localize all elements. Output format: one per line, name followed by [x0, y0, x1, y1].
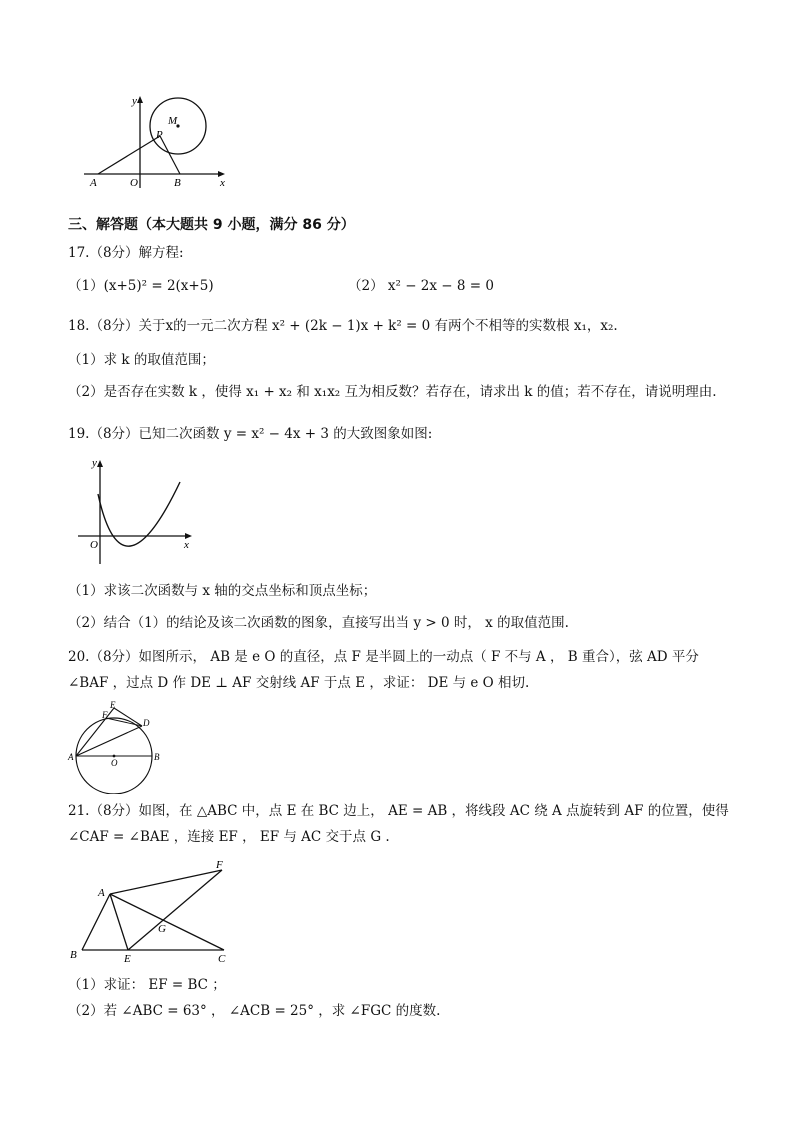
q17-part2: （2） x² − 2x − 8 = 0 [348, 278, 494, 294]
q21-part1: （1）求证： EF = BC ； [68, 977, 226, 993]
fig16-label-a: A [90, 177, 97, 189]
q18-part2: （2）是否存在实数 k ，使得 x₁ + x₂ 和 x₁x₂ 互为相反数？若存在，请求出 k 的值；若不存在，请说明理由. [68, 384, 717, 400]
fig16-label-b: B [174, 177, 181, 189]
q18-part1: （1）求 k 的取值范围； [68, 352, 215, 368]
fig16-label-m: M [168, 115, 178, 127]
q17-part1: （1）(x+5)² = 2(x+5) [68, 278, 214, 294]
q20-fig-label-o: O [111, 758, 118, 768]
q20-stem-line1: 20.（8分）如图所示， AB 是 e O 的直径，点 F 是半圆上的一动点（ F 不与 A ， B 重合），弦 AD 平分 [68, 649, 699, 665]
fig16-label-y: y [132, 95, 137, 107]
figure-parabola [76, 454, 196, 566]
q21-fig-label-b: B [70, 949, 77, 961]
q19-fig-label-y: y [92, 457, 97, 469]
q20-fig-label-f: F [102, 710, 108, 720]
q21-part2: （2）若 ∠ABC = 63° ， ∠ACB = 25° ，求 ∠FGC 的度数. [68, 1003, 441, 1019]
q19-fig-label-x: x [184, 539, 189, 551]
section-title: 三、解答题（本大题共 9 小题，满分 86 分） [68, 217, 355, 233]
q21-fig-label-f: F [216, 859, 223, 871]
fig16-label-o: O [130, 177, 138, 189]
q19-part1: （1）求该二次函数与 x 轴的交点坐标和顶点坐标； [68, 583, 377, 599]
q19-stem: 19.（8分）已知二次函数 y = x² − 4x + 3 的大致图象如图: [68, 426, 433, 442]
q20-fig-label-e: E [110, 700, 116, 710]
fig16-label-p: P [156, 129, 163, 141]
q21-fig-label-c: C [218, 953, 226, 965]
q20-fig-label-d: D [143, 718, 150, 728]
q21-stem-line1: 21.（8分）如图，在 △ABC 中，点 E 在 BC 边上， AE = AB ，将线段 AC 绕 A 点旋转到 AF 的位置，使得 [68, 803, 729, 819]
q19-fig-label-o: O [90, 539, 98, 551]
q19-part2: （2）结合（1）的结论及该二次函数的图象，直接写出当 y > 0 时， x 的取值范围. [68, 615, 569, 631]
q20-fig-label-a: A [68, 752, 74, 762]
figure-circle-coordinate [80, 88, 230, 192]
figure-triangles [66, 858, 236, 968]
q21-fig-label-a: A [98, 887, 105, 899]
q21-fig-label-e: E [124, 953, 131, 965]
figure-circle-tangent [66, 700, 166, 794]
q17-stem: 17.（8分）解方程: [68, 245, 184, 261]
q20-stem-line2: ∠BAF ，过点 D 作 DE ⊥ AF 交射线 AF 于点 E ，求证： DE 与 e O 相切. [68, 675, 530, 691]
q18-stem: 18.（8分）关于x的一元二次方程 x² + (2k − 1)x + k² = 0 有两个不相等的实数根 x₁，x₂. [68, 318, 618, 334]
q20-fig-label-b: B [154, 752, 160, 762]
q21-fig-label-g: G [158, 923, 166, 935]
fig16-label-x: x [220, 177, 225, 189]
q21-stem-line2: ∠CAF = ∠BAE ，连接 EF ， EF 与 AC 交于点 G . [68, 829, 390, 845]
